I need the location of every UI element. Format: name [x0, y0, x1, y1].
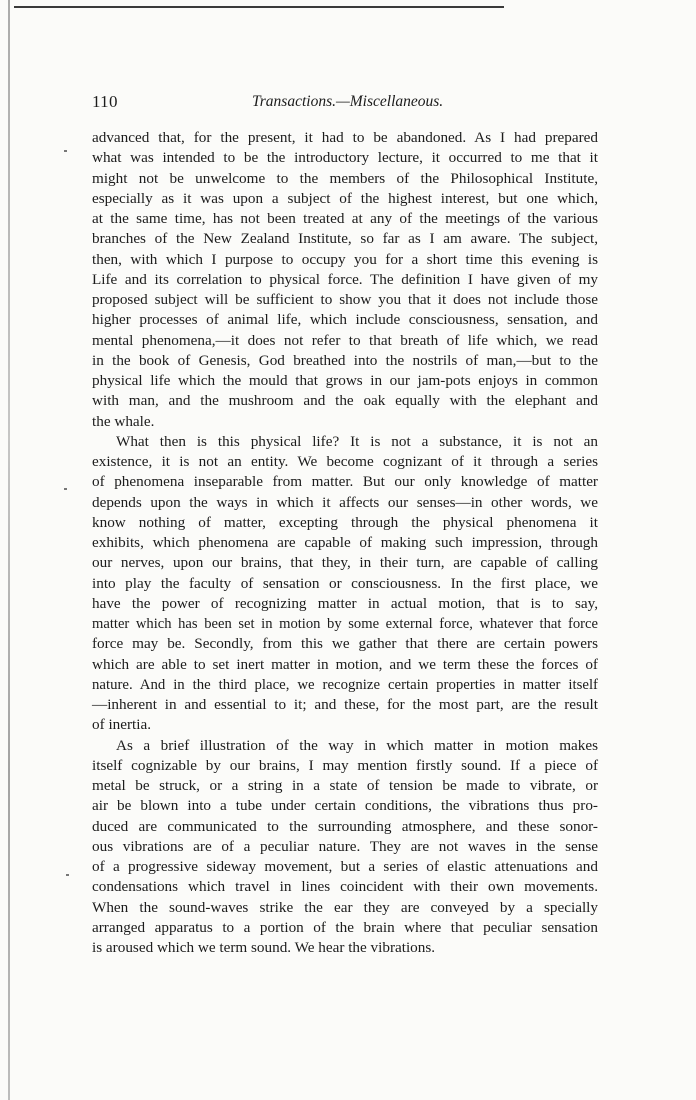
body-text [92, 128, 598, 958]
text-line: is aroused which we term sound. We hear the vibrations. [92, 939, 436, 956]
text-line: As a brief illustration of the way in which matter in motion makes [116, 736, 598, 754]
text-line: advanced that, for the present, it had to be abandoned. As I had prepared [92, 129, 598, 146]
text-line: exhibits, which phenomena are capable of making such impression, through [92, 534, 598, 551]
text-line: branches of the New Zealand Institute, so far as I am aware. The subject, [92, 230, 598, 248]
text-line: metal be struck, or a string in a state of tension be made to vibrate, or [92, 777, 598, 794]
text-line: —inherent in and essential to it; and these, for the most part, are the result [92, 696, 598, 713]
text-line: higher processes of animal life, which include consciousness, sensation, and [92, 311, 598, 329]
text-line: especially as it was upon a subject of the highest interest, but one which, [92, 189, 598, 207]
page-number: 110 [92, 92, 118, 111]
text-line: itself cognizable by our brains, I may mention firstly sound. If a piece of [92, 756, 598, 774]
text-line: what was intended to be the introductory lecture, it occurred to me that it [92, 149, 598, 167]
text-line: with man, and the mushroom and the oak equally with the elephant and [92, 392, 598, 410]
text-line: What then is this physical life? It is not a substance, it is not an [116, 432, 598, 450]
text-line: at the same time, has not been treated at any of the meetings of the various [92, 210, 598, 227]
text-line: our nerves, upon our brains, that they, in their turn, are capable of calling [92, 554, 598, 572]
text-line: the whale. [92, 412, 155, 430]
text-line: matter which has been set in motion by some external force, whatever that force [92, 616, 598, 632]
paragraph-2 [92, 432, 598, 736]
text-line: existence, it is not an entity. We become cognizant of it through a series [92, 453, 598, 470]
text-line: physical life which the mould that grows in our jam-pots enjoys in common [92, 372, 598, 389]
text-line: then, with which I purpose to occupy you for a short time this evening is [92, 250, 598, 268]
text-line: of inertia. [92, 716, 152, 734]
text-line: ous vibrations are of a peculiar nature. They are not waves in the sense [92, 837, 598, 855]
text-line: force may be. Secondly, from this we gather that there are certain powers [92, 635, 598, 653]
text-line: nature. And in the third place, we recognize certain properties in matter itself [92, 676, 598, 693]
page-header [92, 92, 598, 118]
running-title: Transactions.—Miscellaneous. [252, 93, 444, 110]
text-line: When the sound-waves strike the ear they are conveyed by a specially [92, 898, 598, 916]
text-line: Life and its correlation to physical force. The definition I have given of my [92, 270, 598, 288]
text-line: depends upon the ways in which it affects our senses—in other words, we [92, 493, 598, 511]
margin-mark [64, 150, 67, 152]
page-left-edge [8, 0, 10, 1100]
text-line: have the power of recognizing matter in actual motion, that is to say, [92, 594, 598, 612]
text-line: arranged apparatus to a portion of the brain where that peculiar sensation [92, 918, 598, 936]
top-rule [14, 6, 504, 8]
text-line: which are able to set inert matter in motion, and we term these the forces of [92, 655, 598, 673]
text-line: know nothing of matter, excepting through the physical phenomena it [92, 513, 598, 531]
text-line: mental phenomena,—it does not refer to that breath of life which, we read [92, 331, 598, 349]
text-line: in the book of Genesis, God breathed into the nostrils of man,—but to the [92, 351, 598, 369]
text-line: proposed subject will be sufficient to show you that it does not include those [92, 291, 598, 308]
margin-mark [64, 488, 67, 490]
text-line: into play the faculty of sensation or consciousness. In the first place, we [92, 574, 598, 592]
text-line: of a progressive sideway movement, but a series of elastic attenuations and [92, 858, 598, 875]
paragraph-3 [92, 736, 598, 959]
text-line: air be blown into a tube under certain conditions, the vibrations thus pro- [92, 797, 598, 815]
paragraph-1 [92, 128, 598, 432]
text-line: might not be unwelcome to the members of the Philosophical Institute, [92, 169, 598, 187]
margin-mark [66, 874, 69, 876]
text-line: of phenomena inseparable from matter. But our only knowledge of matter [92, 473, 598, 491]
text-line: duced are communicated to the surrounding atmosphere, and these sonor- [92, 817, 598, 835]
text-line: condensations which travel in lines coincident with their own movements. [92, 878, 598, 896]
